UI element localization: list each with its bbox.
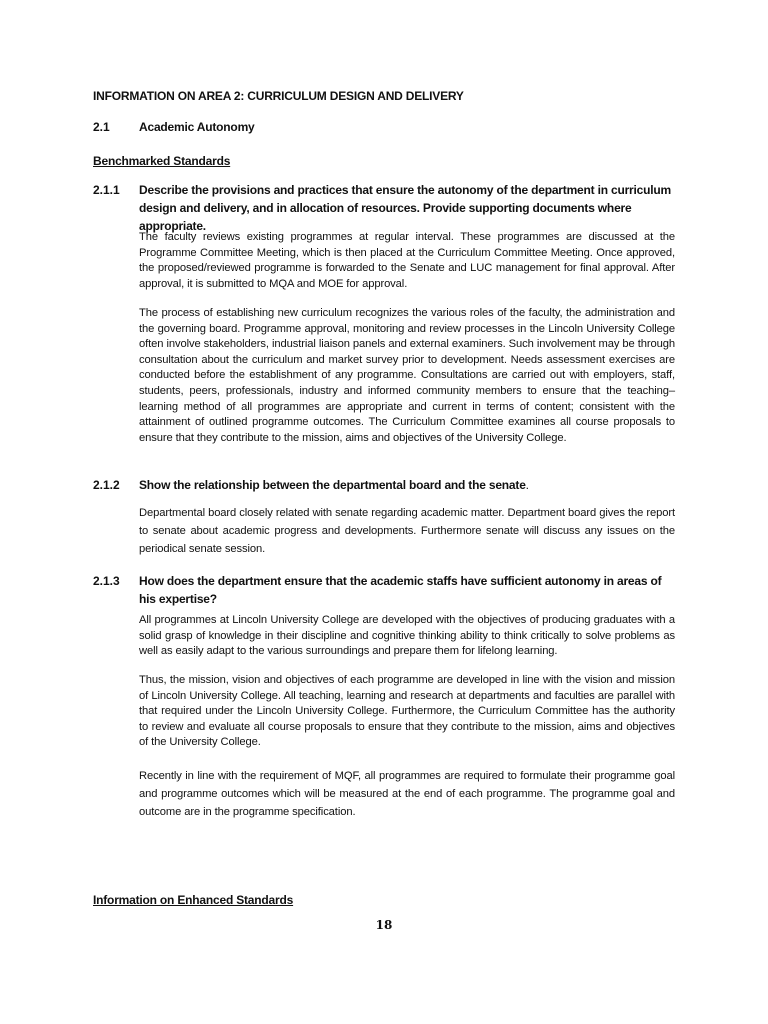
section-number: 2.1 — [93, 120, 110, 134]
item-number-2-1-3: 2.1.3 — [93, 574, 120, 588]
paragraph-2-1-1-b: The process of establishing new curriculum recognizes the various roles of the faculty, the administration and the governing board. Programme approval, monitoring and review processes in the Lincoln University College often involve stakeholders, industrial liaison panels and external examiners. Such involvement may be through consultation about the curriculum and market survey prior to development. Needs assessment exercises are conducted before the establishment of any programme. Consultations are carried out with employers, staff, students, peers, professionals, industry and informed community members to ensure that the teaching–learning method of all programmes are appropriate and current in terms of content; consistent with the attainment of outlined programme outcomes. The Curriculum Committee examines all course proposals to ensure that they contribute to the mission, aims and objectives of the University College. — [139, 307, 675, 444]
question-2-1-2-period: . — [525, 478, 529, 492]
item-number-2-1-1: 2.1.1 — [93, 183, 120, 197]
page-title: INFORMATION ON AREA 2: CURRICULUM DESIGN AND DELIVERY — [93, 89, 464, 103]
question-2-1-1: Describe the provisions and practices that ensure the autonomy of the department in curriculum design and delivery, and in allocation of resources. Provide supporting documents where appropriate. — [139, 183, 671, 233]
question-2-1-2-text: Show the relationship between the departmental board and the senate — [139, 478, 526, 492]
page-number: 18 — [375, 918, 393, 932]
benchmarked-standards-heading: Benchmarked Standards — [93, 154, 231, 168]
paragraph-2-1-3-b: Thus, the mission, vision and objectives of each programme are developed in line with the vision and mission of Lincoln University College. All teaching, learning and research at departments and faculties are parallel with that required under the Lincoln University College. Furthermore, the Curriculum Committee has the authority to review and evaluate all course proposals to ensure that they contribute to the mission, aims and objectives of the University College. — [139, 674, 675, 749]
paragraph-2-1-3-c: Recently in line with the requirement of MQF, all programmes are required to formulate their programme goal and programme outcomes which will be measured at the end of each programme. The programme goal and outcome are in the programme specification. — [139, 770, 675, 818]
paragraph-2-1-2: Departmental board closely related with senate regarding academic matter. Department board gives the report to senate about academic progress and developments. Furthermore senate will discuss any issues on the periodical senate session. — [139, 507, 675, 555]
enhanced-standards-heading: Information on Enhanced Standards — [93, 893, 294, 907]
question-2-1-2 — [139, 476, 675, 494]
paragraph-2-1-1-a: The faculty reviews existing programmes at regular interval. These programmes are discussed at the Programme Committee Meeting, which is then placed at the Curriculum Committee Meeting. Once approved, the proposed/reviewed programme is forwarded to the Senate and LUC management for final approval. After approval, it is submitted to MQA and MOE for approval. — [139, 231, 675, 290]
section-title: Academic Autonomy — [139, 120, 255, 134]
item-number-2-1-2: 2.1.2 — [93, 478, 120, 492]
paragraph-2-1-3-a: All programmes at Lincoln University College are developed with the objectives of producing graduates with a solid grasp of knowledge in their discipline and cognitive thinking ability to think critically to solve problems as well as easily adapt to the various surroundings and prepare them for lifelong learning. — [139, 614, 675, 658]
question-2-1-3: How does the department ensure that the academic staffs have sufficient autonomy in areas of his expertise? — [139, 574, 662, 606]
